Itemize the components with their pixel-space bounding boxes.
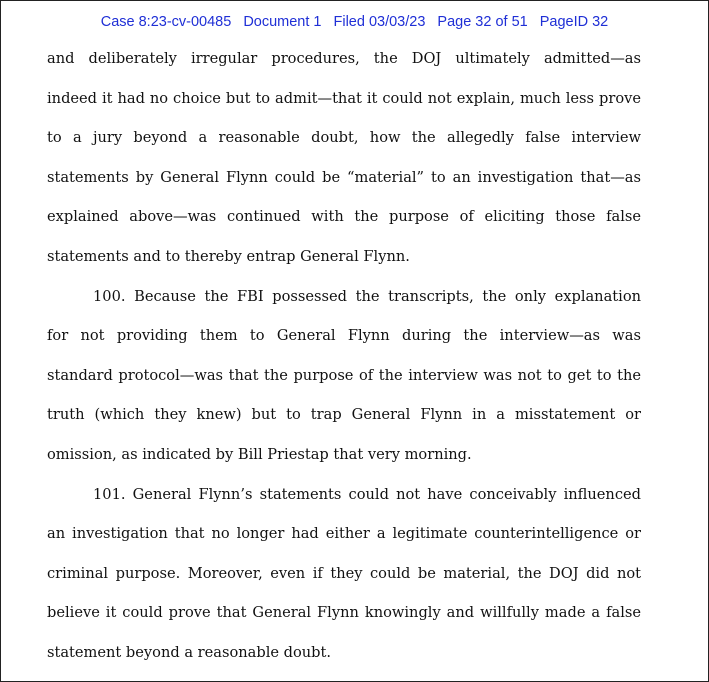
text-line: to a jury beyond a reasonable doubt, how the allegedly false interview [47,129,641,147]
text-line: and deliberately irregular procedures, the DOJ ultimately admitted—as [47,50,641,67]
text-line: for not providing them to General Flynn during the interview—as was [47,327,641,345]
case-header [1,14,708,30]
text-line: statements by General Flynn could be “material” to an investigation that—as [47,168,641,186]
paragraph-100-start: 100. Because the FBI possessed the transcripts, the only explanation [93,287,641,305]
body-text [47,39,641,673]
text-line: believe it could prove that General Flynn knowingly and willfully made a false [47,604,641,622]
paragraph-101-start: 101. General Flynn’s statements could not have conceivably influenced [93,485,641,503]
page-number: Page 32 of 51 [437,14,528,30]
text-line: omission, as indicated by Bill Priestap that very morning. [47,445,472,463]
text-line: criminal purpose. Moreover, even if they could be material, the DOJ did not [47,564,641,582]
text-line: indeed it had no choice but to admit—that it could not explain, much less prove [47,89,641,107]
text-line: truth (which they knew) but to trap General Flynn in a misstatement or [47,406,641,424]
text-line: statements and to thereby entrap General Flynn. [47,247,410,265]
text-line: an investigation that no longer had either a legitimate counterintelligence or [47,525,641,543]
text-line: explained above—was continued with the purpose of eliciting those false [47,208,641,226]
page-id: PageID 32 [539,14,609,30]
text-line: standard protocol—was that the purpose of the interview was not to get to the [47,366,641,384]
text-line: statement beyond a reasonable doubt. [47,643,332,661]
document-number: Document 1 [243,14,322,30]
case-number: Case 8:23-cv-00485 [100,14,232,30]
filed-date: Filed 03/03/23 [333,14,426,30]
